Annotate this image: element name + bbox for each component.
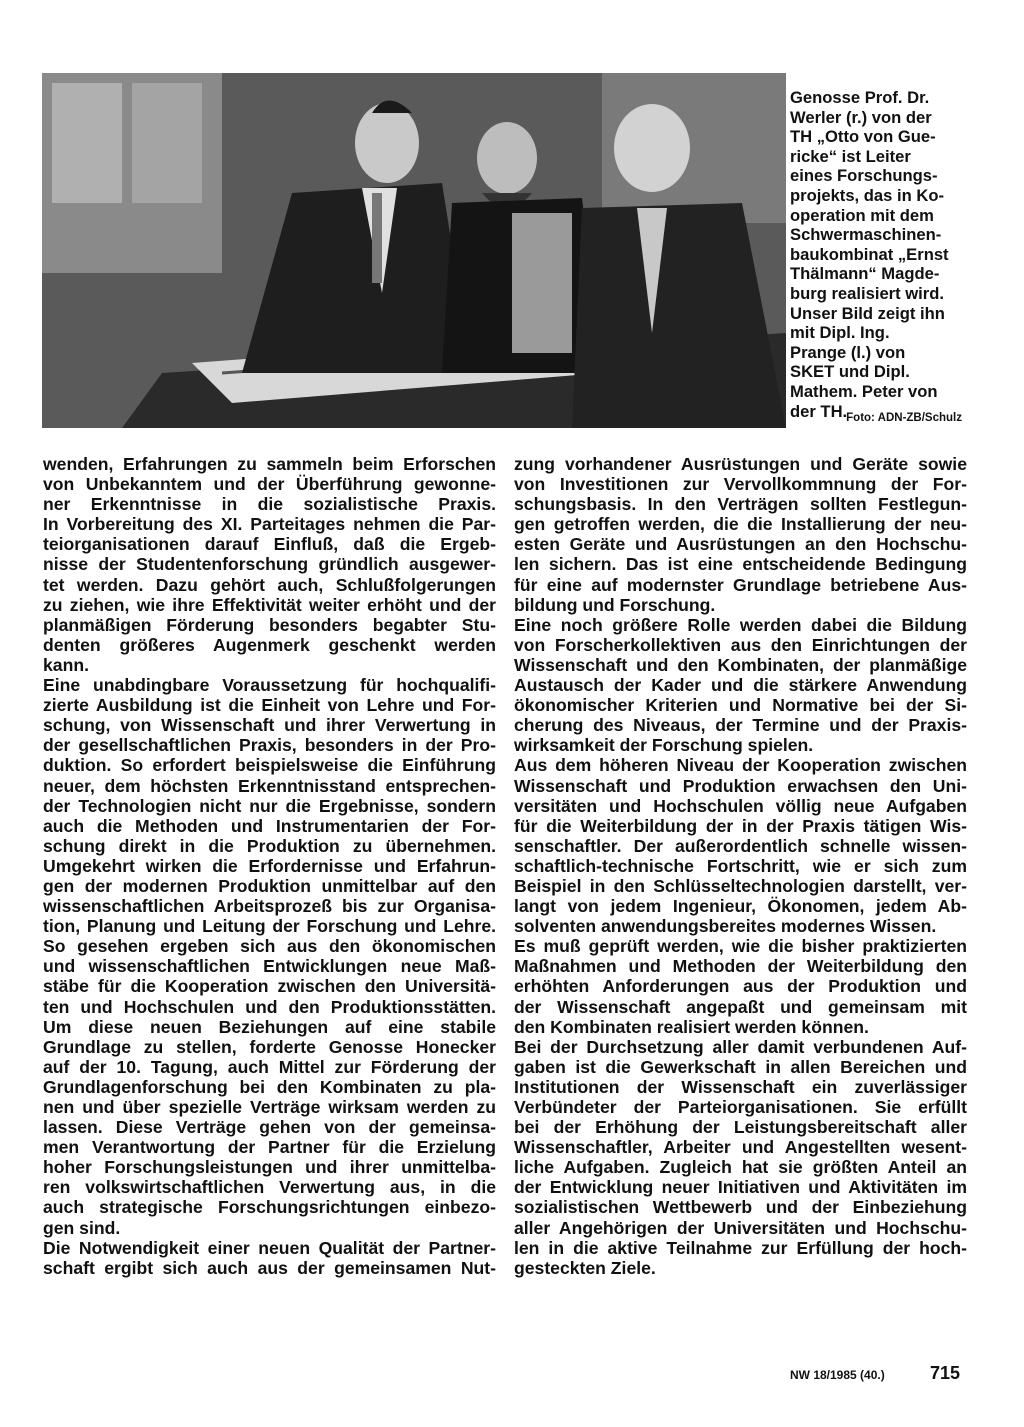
text-line: der Entwicklung neuer Initiativen und Aktivitäten im — [514, 1177, 967, 1198]
text-line: Es muß geprüft werden, wie die bisher praktizierten — [514, 936, 967, 957]
article-column-right — [514, 454, 967, 1278]
caption-line: Mathem. Peter von — [790, 381, 938, 401]
photo-credit: Foto: ADN-ZB/Schulz — [846, 412, 962, 424]
text-line: aller Angehörigen der Universitäten und Hochschu- — [514, 1217, 967, 1238]
text-line: Wissenschaftler, Arbeiter und Angestellten wesent- — [514, 1137, 967, 1158]
text-line: liche Aufgaben. Zugleich hat sie größten Anteil an — [514, 1157, 967, 1178]
text-line: schung direkt in die Produktion zu übernehmen. — [43, 835, 496, 856]
text-line: der Technologien nicht nur die Ergebnisse, sondern — [43, 795, 496, 816]
page-number: 715 — [929, 1363, 960, 1383]
text-line: tion, Planung und Leitung der Forschung und Lehre. — [43, 916, 496, 937]
text-line: lassen. Diese Verträge gehen von der gemeinsa- — [43, 1117, 496, 1138]
caption-line: eines Forschungs- — [790, 166, 938, 186]
text-line: teiorganisationen darauf Einfluß, daß die Ergeb- — [43, 534, 496, 555]
text-line: Wissenschaft und den Kombinaten, der planmäßige — [514, 654, 967, 675]
text-line: ökonomischer Kriterien und Normative bei der Si- — [514, 695, 967, 716]
text-line: von Unbekanntem und der Überführung gewonne- — [43, 474, 496, 495]
text-line: Aus dem höheren Niveau der Kooperation zwischen — [514, 755, 967, 776]
caption-line: ricke“ ist Leiter — [790, 146, 911, 166]
text-line: bei der Erhöhung der Leistungsbereitschaft aller — [514, 1117, 967, 1138]
text-line: Beispiel in den Schlüsseltechnologien darstellt, ver- — [514, 875, 967, 896]
text-line: zierte Ausbildung ist die Einheit von Lehre und For- — [43, 695, 496, 716]
text-line: der gesellschaftlichen Praxis, besonders in der Pro- — [43, 735, 496, 756]
text-line: für die Weiterbildung der in der Praxis tätigen Wis- — [514, 815, 967, 836]
text-line: sozialistischen Wettbewerb und der Einbeziehung — [514, 1197, 967, 1218]
text-line: denten größeres Augenmerk geschenkt werden — [43, 634, 496, 655]
text-line: schaftlich-technische Fortschritt, wie er sich zum — [514, 855, 967, 876]
text-line: Um diese neuen Beziehungen auf eine stabile — [43, 1016, 496, 1037]
text-line: duktion. So erfordert beispielsweise die Einführung — [43, 755, 496, 776]
caption-line: Genosse Prof. Dr. — [790, 88, 930, 107]
text-line: Umgekehrt wirken die Erfordernisse und Erfahrun- — [43, 855, 496, 876]
text-line: Verbündeter der Parteiorganisationen. Sie erfüllt — [514, 1097, 967, 1117]
text-line: auch die Methoden und Instrumentarien der For- — [43, 815, 496, 836]
photo-illustration — [42, 73, 786, 428]
journal-issue: NW 18/1985 (40.) — [790, 1368, 885, 1382]
text-line: nisse der Studentenforschung gründlich ausgewer- — [43, 554, 496, 575]
text-line: len sichern. Das ist eine entscheidende Bedingung — [514, 554, 967, 575]
text-line: ner Erkenntnisse in die sozialistische Praxis. — [43, 494, 496, 515]
caption-line: Prange (l.) von — [790, 342, 906, 362]
text-line: zu ziehen, wie ihre Effektivität weiter erhöht und der — [43, 594, 496, 615]
text-line: schaft ergibt sich auch aus der gemeinsamen Nut- — [43, 1257, 496, 1278]
text-line: ren volkswirtschaftlichen Verwertung aus, in die — [43, 1177, 496, 1198]
caption-line: operation mit dem — [790, 205, 934, 225]
text-line: senschaftler. Der außerordentlich schnelle wissen- — [514, 835, 967, 856]
text-line: Wissenschaft und Produktion erwachsen den Uni- — [514, 775, 967, 796]
caption-line: baukombinat „Ernst — [790, 244, 949, 264]
text-line: kann. — [43, 654, 89, 675]
text-line: Eine unabdingbare Voraussetzung für hochqualifi- — [43, 675, 496, 696]
text-line: planmäßigen Förderung besonders begabter Stu- — [43, 614, 496, 635]
text-line: Maßnahmen und Methoden der Weiterbildung den — [514, 956, 967, 977]
text-line: von Forscherkollektiven aus den Einrichtungen der — [514, 634, 967, 655]
text-line: auch strategische Forschungsrichtungen einbezo- — [43, 1197, 496, 1218]
caption-line: TH „Otto von Gue- — [790, 127, 936, 147]
text-line: zung vorhandener Ausrüstungen und Geräte sowie — [514, 454, 967, 474]
text-line: men Verantwortung der Partner für die Erzielung — [43, 1137, 496, 1158]
text-line: tet werden. Dazu gehört auch, Schlußfolgerungen — [43, 574, 496, 595]
text-line: wenden, Erfahrungen zu sammeln beim Erforschen — [43, 454, 496, 474]
text-line: schungsbasis. In den Verträgen sollten Festlegun- — [514, 494, 967, 515]
text-line: In Vorbereitung des XI. Parteitages nehmen die Par- — [43, 514, 496, 535]
text-line: wirksamkeit der Forschung spielen. — [514, 735, 814, 756]
text-line: esten Geräte und Ausrüstungen an den Hochschu- — [514, 534, 967, 555]
text-line: len in die aktive Teilnahme zur Erfüllung der hoch- — [514, 1237, 967, 1258]
text-line: gaben ist die Gewerkschaft in allen Bereichen und — [514, 1056, 967, 1077]
caption-line: Thälmann“ Magde- — [790, 264, 940, 284]
caption-line: projekts, das in Ko- — [790, 185, 944, 205]
text-line: langt von jedem Ingenieur, Ökonomen, jedem Ab- — [514, 896, 967, 917]
text-line: auf der 10. Tagung, auch Mittel zur Förderung der — [43, 1056, 496, 1077]
text-line: nen und über spezielle Verträge wirksam werden zu — [43, 1097, 496, 1117]
text-line: und wissenschaftlichen Entwicklungen neue Maß- — [43, 956, 496, 977]
text-line: Die Notwendigkeit einer neuen Qualität der Partner- — [43, 1237, 496, 1258]
article-column-left — [43, 454, 496, 1278]
caption-line: der TH. — [790, 401, 848, 421]
article-photo — [42, 73, 786, 428]
text-line: So gesehen ergeben sich aus den ökonomischen — [43, 936, 496, 957]
text-line: versitäten und Hochschulen völlig neue Aufgaben — [514, 795, 967, 816]
text-line: gesteckten Ziele. — [514, 1257, 656, 1278]
text-line: stäbe für die Kooperation zwischen den Universitä- — [43, 976, 496, 997]
text-line: für eine auf modernster Grundlage betriebene Aus- — [514, 574, 967, 595]
text-line: cherung des Niveaus, der Termine und der Praxis- — [514, 715, 967, 736]
text-line: Institutionen der Wissenschaft ein zuverlässiger — [514, 1076, 967, 1097]
caption-line: Schwermaschinen- — [790, 225, 942, 245]
text-line: gen getroffen werden, die die Installierung der neu- — [514, 514, 967, 535]
text-line: Bei der Durchsetzung aller damit verbundenen Auf- — [514, 1036, 967, 1057]
caption-line: SKET und Dipl. — [790, 362, 910, 382]
text-line: ten und Hochschulen und den Produktionsstätten. — [43, 996, 496, 1017]
photo-caption — [790, 88, 970, 421]
text-line: bildung und Forschung. — [514, 594, 716, 615]
text-line: wissenschaftlichen Arbeitsprozeß bis zur Organisa- — [43, 896, 496, 917]
text-line: Eine noch größere Rolle werden dabei die Bildung — [514, 614, 967, 635]
text-line: den Kombinaten realisiert werden können. — [514, 1016, 869, 1037]
text-line: Grundlage zu stellen, forderte Genosse Honecker — [43, 1036, 496, 1057]
text-line: hoher Forschungsleistungen und ihrer unmittelba- — [43, 1157, 496, 1178]
text-line: Austausch der Kader und die stärkere Anwendung — [514, 675, 967, 696]
caption-line: burg realisiert wird. — [790, 283, 944, 303]
text-line: erhöhten Anforderungen aus der Produktion und — [514, 976, 967, 997]
page-footer — [790, 1363, 960, 1384]
text-line: solventen anwendungsbereites modernes Wissen. — [514, 916, 937, 937]
text-line: neuer, dem höchsten Erkenntnisstand entsprechen- — [43, 775, 496, 796]
text-line: der Wissenschaft angepaßt und gemeinsam mit — [514, 996, 967, 1017]
text-line: gen sind. — [43, 1217, 121, 1238]
text-line: Grundlagenforschung bei den Kombinaten zu pla- — [43, 1076, 496, 1097]
caption-line: mit Dipl. Ing. — [790, 323, 890, 343]
caption-line: Werler (r.) von der — [790, 107, 932, 127]
text-line: schung, von Wissenschaft und ihrer Verwertung in — [43, 715, 496, 736]
text-line: von Investitionen zur Vervollkommnung der For- — [514, 474, 967, 495]
text-line: gen der modernen Produktion unmittelbar auf den — [43, 875, 496, 896]
caption-line: Unser Bild zeigt ihn — [790, 303, 945, 323]
